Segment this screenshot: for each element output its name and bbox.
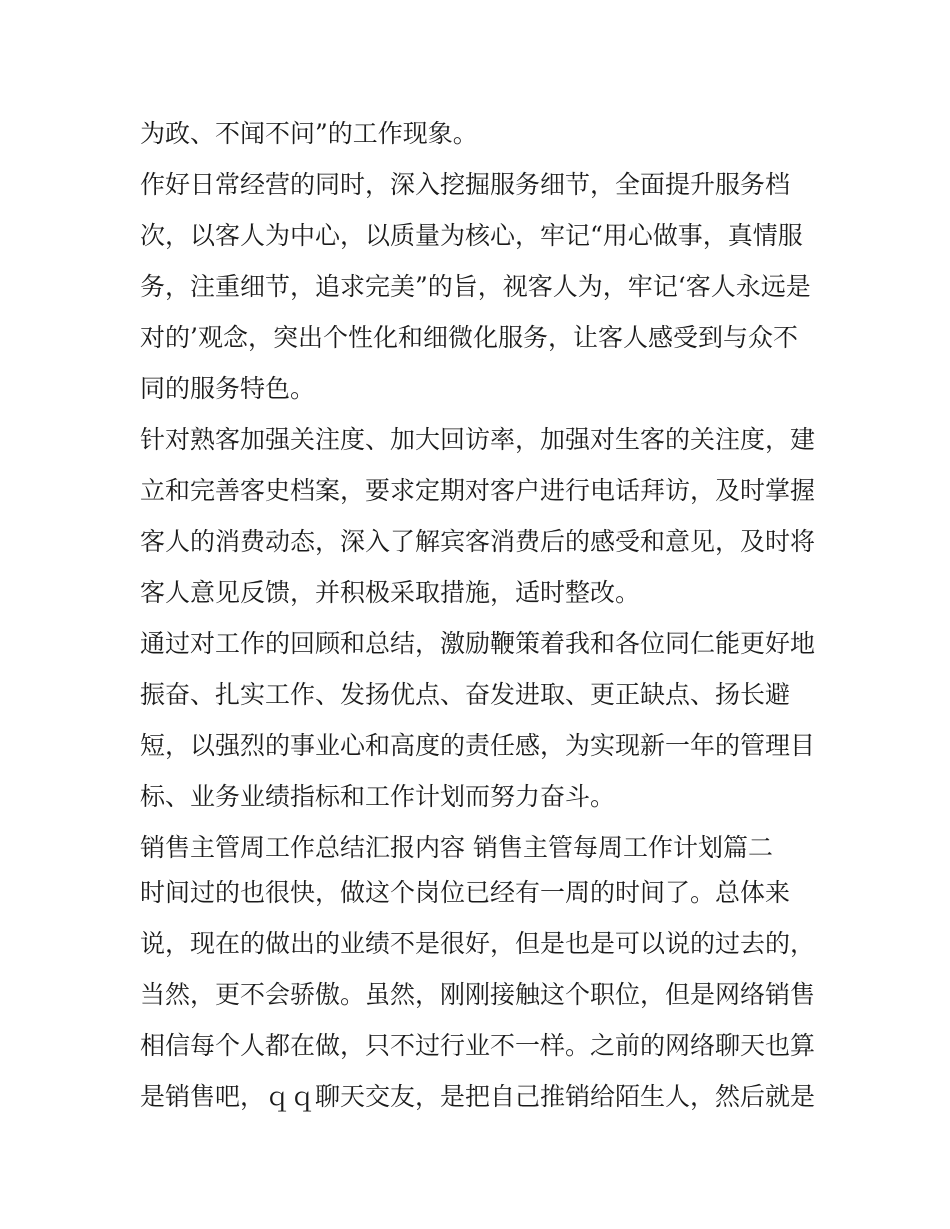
document-body (140, 108, 820, 1122)
text-line: 客人的消费动态，深入了解宾客消费后的感受和意见，及时将 (140, 527, 816, 556)
text-line: 立和完善客史档案，要求定期对客户进行电话拜访，及时掌握 (140, 476, 816, 505)
text-line: 振奋、扎实工作、发扬优点、奋发进取、更正缺点、扬长避 (140, 680, 791, 709)
text-line: 为政、不闻不问”的工作现象。 (140, 119, 478, 148)
text-line: 客人意见反馈，并积极采取措施，适时整改。 (140, 578, 641, 607)
text-line: 时间过的也很快，做这个岗位已经有一周的时间了。总体来 (140, 878, 791, 907)
text-line: 当然，更不会骄傲。虽然，刚刚接触这个职位，但是网络销售 (140, 980, 816, 1009)
text-line: 标、业务业绩指标和工作计划而努力奋斗。 (140, 782, 616, 811)
text-line: 说，现在的做出的业绩不是很好，但是也是可以说的过去的， (140, 929, 816, 958)
text-line: 是销售吧，ｑｑ聊天交友，是把自己推销给陌生人，然后就是 (140, 1082, 816, 1111)
text-line: 通过对工作的回顾和总结，激励鞭策着我和各位同仁能更好地 (140, 629, 816, 658)
text-line: 次，以客人为中心，以质量为核心，牢记“用心做事，真情服 (140, 221, 803, 250)
text-line: 针对熟客加强关注度、加大回访率，加强对生客的关注度，建 (140, 425, 816, 454)
text-line: 短，以强烈的事业心和高度的责任感，为实现新一年的管理目 (140, 731, 816, 760)
text-line: 对的’观念，突出个性化和细微化服务，让客人感受到与众不 (140, 323, 798, 352)
text-line: 务，注重细节，追求完美”的旨，视客人为，牢记‘客人永远是 (140, 272, 811, 301)
text-line: 作好日常经营的同时，深入挖掘服务细节，全面提升服务档 (140, 170, 791, 199)
text-line: 同的服务特色。 (140, 374, 316, 403)
text-line: 相信每个人都在做，只不过行业不一样。之前的网络聊天也算 (140, 1031, 816, 1060)
section-heading: 销售主管周工作总结汇报内容 销售主管每周工作计划篇二 (140, 833, 773, 862)
